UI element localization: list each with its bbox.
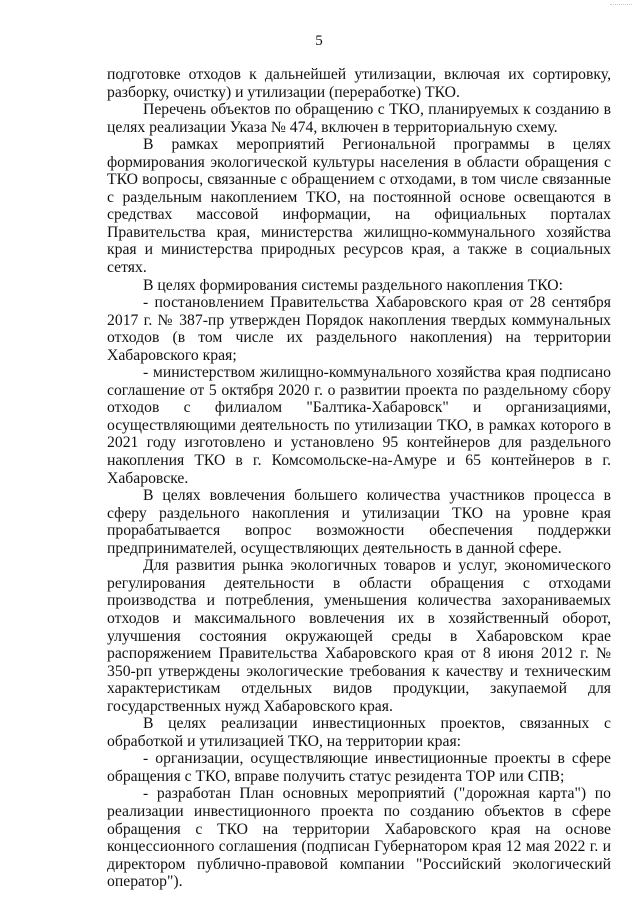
scan-artifact-mark bbox=[610, 4, 632, 7]
paragraph-continuation: подготовке отходов к дальнейшей утилизации, включая их сортировку, разборку, очистку) и утилизации (переработке) ТКО. bbox=[107, 66, 611, 101]
paragraph-resolution-387: - постановлением Правительства Хабаровского края от 28 сентября 2017 г. № 387-пр утвержден Порядок накопления твердых коммунальных отходов (в том числе их раздельного накопления) на территории Хабаровского края; bbox=[107, 294, 611, 364]
paragraph-baltika-agreement: - министерством жилищно-коммунального хозяйства края подписано соглашение от 5 октября 2020 г. о развитии проекта по раздельному сбору отходов с филиалом "Балтика-Хабаровск" и организациями, осуществляющими деятельность по утилизации ТКО, в рамках которого в 2021 году изготовлено и установлено 95 контейнеров для раздельного накопления ТКО в г. Комсомольске-на-Амуре и 65 контейнеров в г. Хабаровске. bbox=[107, 364, 611, 487]
paragraph-investment-projects: В целях реализации инвестиционных проектов, связанных с обработкой и утилизацией ТКО, на территории края: bbox=[107, 715, 611, 750]
paragraph-separate-collection-intro: В целях формирования системы раздельного накопления ТКО: bbox=[143, 276, 563, 294]
document-body bbox=[107, 66, 611, 891]
paragraph-roadmap: - разработан План основных мероприятий ("дорожная карта") по реализации инвестиционного проекта по созданию объектов в сфере обращения с ТКО на территории Хабаровского края на основе концессионного соглашения (подписан Губернатором края 12 мая 2022 г. и директором публично-правовой компании "Российский экологический оператор"). bbox=[107, 785, 611, 891]
paragraph-tor-spv-status: - организации, осуществляющие инвестиционные проекты в сфере обращения с ТКО, вправе получить статус резидента ТОР или СПВ; bbox=[107, 750, 611, 785]
page-number: 5 bbox=[315, 33, 323, 49]
paragraph-ecological-culture: В рамках мероприятий Региональной программы в целях формирования экологической культуры населения в области обращения с ТКО вопросы, связанные с обращением с отходами, в том числе связанные с раздельным накоплением ТКО, на постоянной основе освещаются в средствах массовой информации, на официальных порталах Правительства края, министерства жилищно-коммунального хозяйства края и министерства природных ресурсов края, а также в социальных сетях. bbox=[107, 136, 611, 277]
paragraph-entrepreneur-support: В целях вовлечения большего количества участников процесса в сферу раздельного накопления и утилизации ТКО на уровне края прорабатывается вопрос возможности обеспечения поддержки предпринимателей, осуществляющих деятельность в данной сфере. bbox=[107, 487, 611, 557]
paragraph-eco-requirements: Для развития рынка экологичных товаров и услуг, экономического регулирования деятельности в области обращения с отходами производства и потребления, уменьшения количества захораниваемых отходов и максимального вовлечения их в хозяйственный оборот, улучшения состояния окружающей среды в Хабаровском крае распоряжением Правительства Хабаровского края от 8 июня 2012 г. № 350-рп утверждены экологические требования к качеству и техническим характеристикам отдельных видов продукции, закупаемой для государственных нужд Хабаровского края. bbox=[107, 557, 611, 715]
paragraph-facilities-list: Перечень объектов по обращению с ТКО, планируемых к созданию в целях реализации Указа № 474, включен в территориальную схему. bbox=[107, 101, 611, 136]
